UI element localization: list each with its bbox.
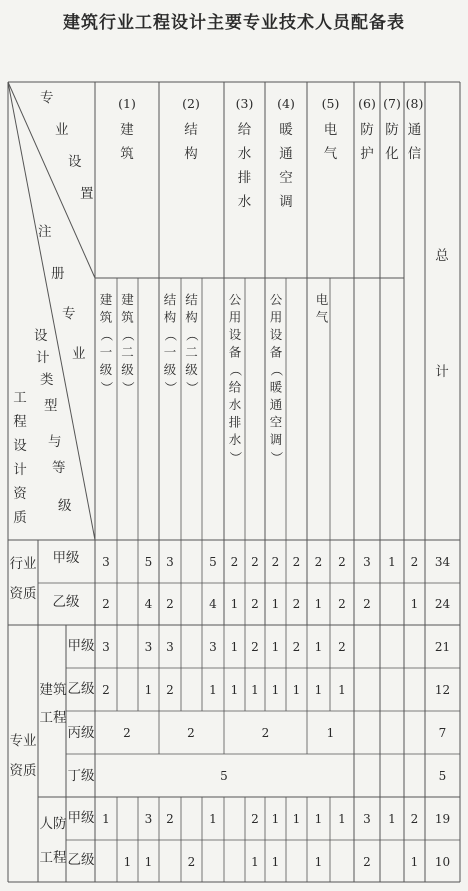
- group-name-2-char: 结: [184, 122, 198, 138]
- group-no-6: (6): [358, 96, 376, 111]
- cell-r7-12: 3: [363, 812, 371, 826]
- cell-r3-7: 2: [251, 640, 259, 654]
- cell-r8-2: 1: [144, 855, 153, 869]
- label-r8-yi: 乙级: [67, 852, 95, 868]
- page-title: 建筑行业工程设计主要专业技术人员配备表: [63, 13, 405, 33]
- cell-r3-11: 2: [338, 640, 346, 654]
- reg-c2-char: 二: [121, 344, 134, 360]
- group-no-2: (2): [182, 96, 200, 111]
- group-no-5: (5): [321, 96, 340, 111]
- row-labels: [10, 550, 95, 868]
- reg-c7-char: 水: [228, 432, 242, 447]
- cell-r3-15: 21: [434, 640, 451, 654]
- label-industry-line1: 行业: [9, 556, 37, 572]
- reg-c9-char: 备: [269, 344, 283, 360]
- cell-r4-6: 1: [230, 683, 239, 697]
- cell-r8-15: 10: [434, 855, 451, 869]
- cell-r7-2: 3: [144, 812, 153, 826]
- cell-r8-1: 1: [123, 855, 132, 869]
- group-name-2: [184, 121, 198, 162]
- reg-c1: [99, 292, 114, 394]
- reg-c5-char: （: [184, 328, 200, 342]
- group-no-4: (4): [277, 96, 295, 111]
- corner-ce: 册: [51, 266, 65, 282]
- group-name-4: [279, 122, 293, 210]
- reg-c11-char: 电: [315, 292, 329, 307]
- corner-zhuan2: 专: [62, 306, 76, 322]
- cell-r3-5: 3: [209, 640, 217, 654]
- reg-c7-char: 给: [228, 379, 242, 395]
- group-no-1: (1): [118, 96, 136, 111]
- cell-r3-10: 1: [314, 640, 323, 654]
- cell-r2-15: 24: [434, 597, 451, 611]
- corner-qualification-char: 资: [13, 486, 27, 502]
- total-heading-char: 计: [435, 364, 449, 380]
- group-name-6-char: 防: [360, 122, 374, 138]
- cell-r4-5: 1: [209, 683, 217, 697]
- label-industry-line2: 资质: [9, 586, 37, 602]
- corner-qualification-char: 设: [13, 438, 27, 454]
- label-r6-ding: 丁级: [67, 768, 95, 784]
- cell-r2-14: 1: [410, 597, 419, 611]
- cell-r1-7: 2: [251, 555, 259, 569]
- cell-r4-3: 2: [166, 683, 174, 697]
- group-name-7: [385, 122, 399, 162]
- group-name-8-char: 信: [407, 146, 422, 162]
- corner-labels: [34, 90, 94, 514]
- corner-xing: 型: [44, 398, 58, 414]
- corner-yu: 与: [48, 434, 62, 450]
- cell-r3-9: 2: [292, 640, 301, 654]
- cell-r1-14: 2: [410, 555, 419, 569]
- label-special-line2: 资质: [9, 763, 37, 779]
- reg-c4-char: 结: [163, 292, 177, 307]
- label-arch-line2: 工程: [39, 710, 67, 726]
- cell-r1-0: 3: [102, 555, 110, 569]
- group-name-4-char: 调: [279, 194, 293, 210]
- cell-r4-10: 1: [314, 683, 323, 697]
- cell-r8-8: 1: [271, 855, 280, 869]
- reg-c1-char: ）: [99, 381, 114, 394]
- corner-qualification: [13, 390, 27, 526]
- cell-r2-12: 2: [363, 597, 371, 611]
- corner-qualification-char: 工: [13, 390, 27, 406]
- cell-r7-7: 2: [251, 812, 259, 826]
- group-name-3-char: 给: [237, 122, 252, 138]
- cell-r2-2: 4: [144, 597, 153, 611]
- reg-c9-char: 暖: [269, 379, 283, 395]
- reg-c2-char: 级: [121, 362, 134, 377]
- group-name-3-char: 排: [237, 170, 252, 186]
- corner-zhu: 注: [38, 224, 52, 240]
- cell-r1-12: 3: [363, 555, 371, 569]
- reg-c9-char: 调: [269, 432, 283, 447]
- reg-c7-char: 排: [228, 414, 242, 430]
- data-cells: [102, 555, 450, 869]
- reg-c4-char: 构: [163, 309, 177, 325]
- group-no-3: (3): [235, 96, 254, 111]
- label-r4-yi: 乙级: [67, 681, 95, 697]
- group-name-2-char: 构: [184, 146, 198, 162]
- cell-r8-12: 2: [363, 855, 371, 869]
- group-name-4-char: 空: [279, 170, 293, 186]
- reg-c7-char: 备: [228, 344, 242, 360]
- reg-c9-char: 通: [269, 397, 283, 412]
- cell-r3-8: 1: [271, 640, 280, 654]
- group-name-3: [238, 122, 252, 210]
- cell-r7-11: 1: [338, 812, 346, 826]
- reg-c2-char: 建: [121, 292, 134, 307]
- corner-ye2: 业: [72, 346, 86, 362]
- cell-r2-11: 2: [338, 597, 346, 611]
- label-r5-bing: 丙级: [67, 725, 95, 741]
- reg-c9-char: 用: [269, 309, 283, 325]
- reg-c1-char: （: [99, 328, 114, 342]
- cell-r7-15: 19: [434, 812, 451, 826]
- label-r2-yi: 乙级: [52, 594, 80, 610]
- cell-r1-15: 34: [434, 555, 451, 569]
- group-name-6-char: 护: [360, 146, 374, 162]
- corner-she: 设: [68, 154, 82, 170]
- table-borders: [8, 82, 460, 882]
- label-r7-jia: 甲级: [67, 810, 95, 826]
- cell-r7-13: 1: [388, 812, 396, 826]
- corner-qualification-char: 质: [13, 510, 27, 526]
- cell-r8-10: 1: [314, 855, 323, 869]
- reg-c7-char: 公: [228, 292, 242, 307]
- reg-c4-char: （: [163, 328, 178, 342]
- cell-r4-8: 1: [271, 683, 280, 697]
- group-name-1-char: 筑: [120, 146, 134, 162]
- cell-r6-all: 5: [220, 769, 228, 783]
- reg-c7: [228, 292, 243, 464]
- label-cd-line1: 人防: [39, 816, 67, 832]
- group-name-4-char: 暖: [279, 122, 293, 138]
- reg-c7-char: 设: [228, 327, 242, 342]
- reg-c7-char: 水: [228, 397, 242, 412]
- group-name-5-char: 气: [323, 146, 338, 162]
- reg-c5-char: 结: [185, 292, 198, 307]
- reg-c1-char: 筑: [99, 309, 113, 325]
- cell-r3-3: 3: [166, 640, 174, 654]
- reg-c2-char: （: [120, 328, 136, 342]
- reg-c7-char: 用: [228, 309, 242, 325]
- cell-r2-9: 2: [292, 597, 301, 611]
- reg-c7-char: （: [228, 363, 243, 377]
- reg-c5: [185, 292, 200, 394]
- total-heading-char: 总: [435, 248, 449, 264]
- group-no-8: (8): [405, 96, 424, 111]
- cell-r3-0: 3: [102, 640, 110, 654]
- reg-c2-char: 筑: [121, 309, 134, 325]
- reg-c7-char: ）: [228, 451, 243, 464]
- group-name-3-char: 水: [237, 146, 252, 162]
- reg-c4-char: 级: [163, 362, 177, 377]
- cell-r2-5: 4: [209, 597, 217, 611]
- total-heading: [435, 248, 449, 380]
- reg-c1-char: 一: [99, 344, 113, 360]
- registered-headings: [99, 292, 329, 464]
- reg-c9-char: 设: [269, 327, 283, 342]
- cell-r1-3: 3: [166, 555, 174, 569]
- cell-r8-14: 1: [410, 855, 419, 869]
- cell-r5-c8: 2: [261, 726, 270, 740]
- reg-c5-char: 级: [185, 362, 198, 377]
- corner-deng: 等: [52, 460, 66, 476]
- cell-r3-2: 3: [144, 640, 153, 654]
- group-name-1-char: 建: [120, 122, 134, 138]
- cell-r2-8: 1: [271, 597, 280, 611]
- cell-r1-2: 5: [144, 555, 153, 569]
- cell-r2-0: 2: [102, 597, 110, 611]
- reg-c9-char: ）: [269, 451, 284, 464]
- group-name-6: [360, 122, 374, 162]
- corner-zhi: 置: [80, 186, 94, 202]
- corner-qualification-char: 计: [13, 462, 27, 478]
- group-name-8-char: 通: [407, 122, 422, 138]
- reg-c11: [316, 292, 329, 325]
- label-r3-jia: 甲级: [67, 638, 95, 654]
- cell-r1-13: 1: [388, 555, 396, 569]
- corner-lei: 类: [40, 372, 54, 388]
- label-cd-line2: 工程: [39, 850, 67, 866]
- reg-c4: [163, 292, 178, 394]
- cell-r2-3: 2: [166, 597, 174, 611]
- cell-r5-c11: 1: [326, 726, 335, 740]
- cell-r6-total: 5: [438, 769, 447, 783]
- reg-c5-char: 构: [185, 309, 198, 325]
- group-name-5: [324, 121, 338, 162]
- cell-r1-11: 2: [338, 555, 346, 569]
- cell-r1-10: 2: [314, 555, 323, 569]
- reg-c2-char: ）: [120, 381, 136, 394]
- cell-r1-9: 2: [292, 555, 301, 569]
- cell-r7-10: 1: [314, 812, 323, 826]
- cell-r4-15: 12: [434, 683, 451, 697]
- corner-ji: 计: [36, 350, 50, 366]
- group-name-4-char: 通: [279, 146, 293, 162]
- cell-r7-14: 2: [410, 812, 419, 826]
- corner-zhuan: 专: [40, 90, 54, 106]
- cell-r2-7: 2: [251, 597, 259, 611]
- group-name-5-char: 电: [323, 122, 338, 138]
- label-r1-jia: 甲级: [52, 550, 80, 566]
- cell-r2-6: 1: [230, 597, 239, 611]
- cell-r7-9: 1: [292, 812, 301, 826]
- cell-r8-4: 2: [187, 855, 196, 869]
- cell-r2-10: 1: [314, 597, 323, 611]
- reg-c1-char: 建: [99, 292, 113, 307]
- reg-c5-char: 二: [185, 344, 198, 360]
- cell-r4-7: 1: [251, 683, 259, 697]
- group-name-7-char: 化: [385, 146, 399, 162]
- cell-r5-total: 7: [438, 726, 447, 740]
- cell-r7-8: 1: [271, 812, 280, 826]
- cell-r5-c5: 2: [187, 726, 195, 740]
- corner-qualification-char: 程: [13, 414, 27, 430]
- reg-c9: [269, 292, 284, 464]
- cell-r5-c2: 2: [123, 726, 131, 740]
- cell-r4-9: 1: [292, 683, 301, 697]
- group-name-1: [120, 121, 134, 162]
- cell-r4-11: 1: [338, 683, 346, 697]
- cell-r1-6: 2: [230, 555, 239, 569]
- reg-c4-char: 一: [163, 344, 177, 360]
- label-arch-line1: 建筑: [39, 682, 67, 698]
- reg-c2: [121, 292, 136, 394]
- cell-r1-5: 5: [209, 555, 217, 569]
- cell-r7-5: 1: [209, 812, 217, 826]
- cell-r1-8: 2: [271, 555, 280, 569]
- label-special-line1: 专业: [9, 733, 37, 749]
- cell-r7-0: 1: [102, 812, 110, 826]
- group-headings: [118, 96, 423, 210]
- reg-c5-char: ）: [184, 381, 200, 394]
- corner-vertical: [13, 390, 27, 526]
- corner-ji2: 级: [58, 498, 72, 514]
- group-name-8: [408, 122, 422, 162]
- corner-she2: 设: [34, 328, 48, 344]
- cell-r8-7: 1: [251, 855, 259, 869]
- reg-c4-char: ）: [163, 381, 178, 394]
- group-no-7: (7): [383, 96, 401, 111]
- cell-r3-6: 1: [230, 640, 239, 654]
- group-name-3-char: 水: [237, 194, 252, 210]
- group-name-7-char: 防: [385, 122, 399, 138]
- reg-c9-char: 空: [269, 414, 283, 430]
- cell-r4-2: 1: [144, 683, 153, 697]
- reg-c9-char: （: [269, 363, 284, 377]
- reg-c1-char: 级: [99, 362, 113, 377]
- reg-c11-char: 气: [315, 309, 329, 325]
- cell-r7-3: 2: [166, 812, 174, 826]
- corner-ye: 业: [55, 122, 69, 138]
- reg-c9-char: 公: [269, 292, 283, 307]
- cell-r4-0: 2: [102, 683, 110, 697]
